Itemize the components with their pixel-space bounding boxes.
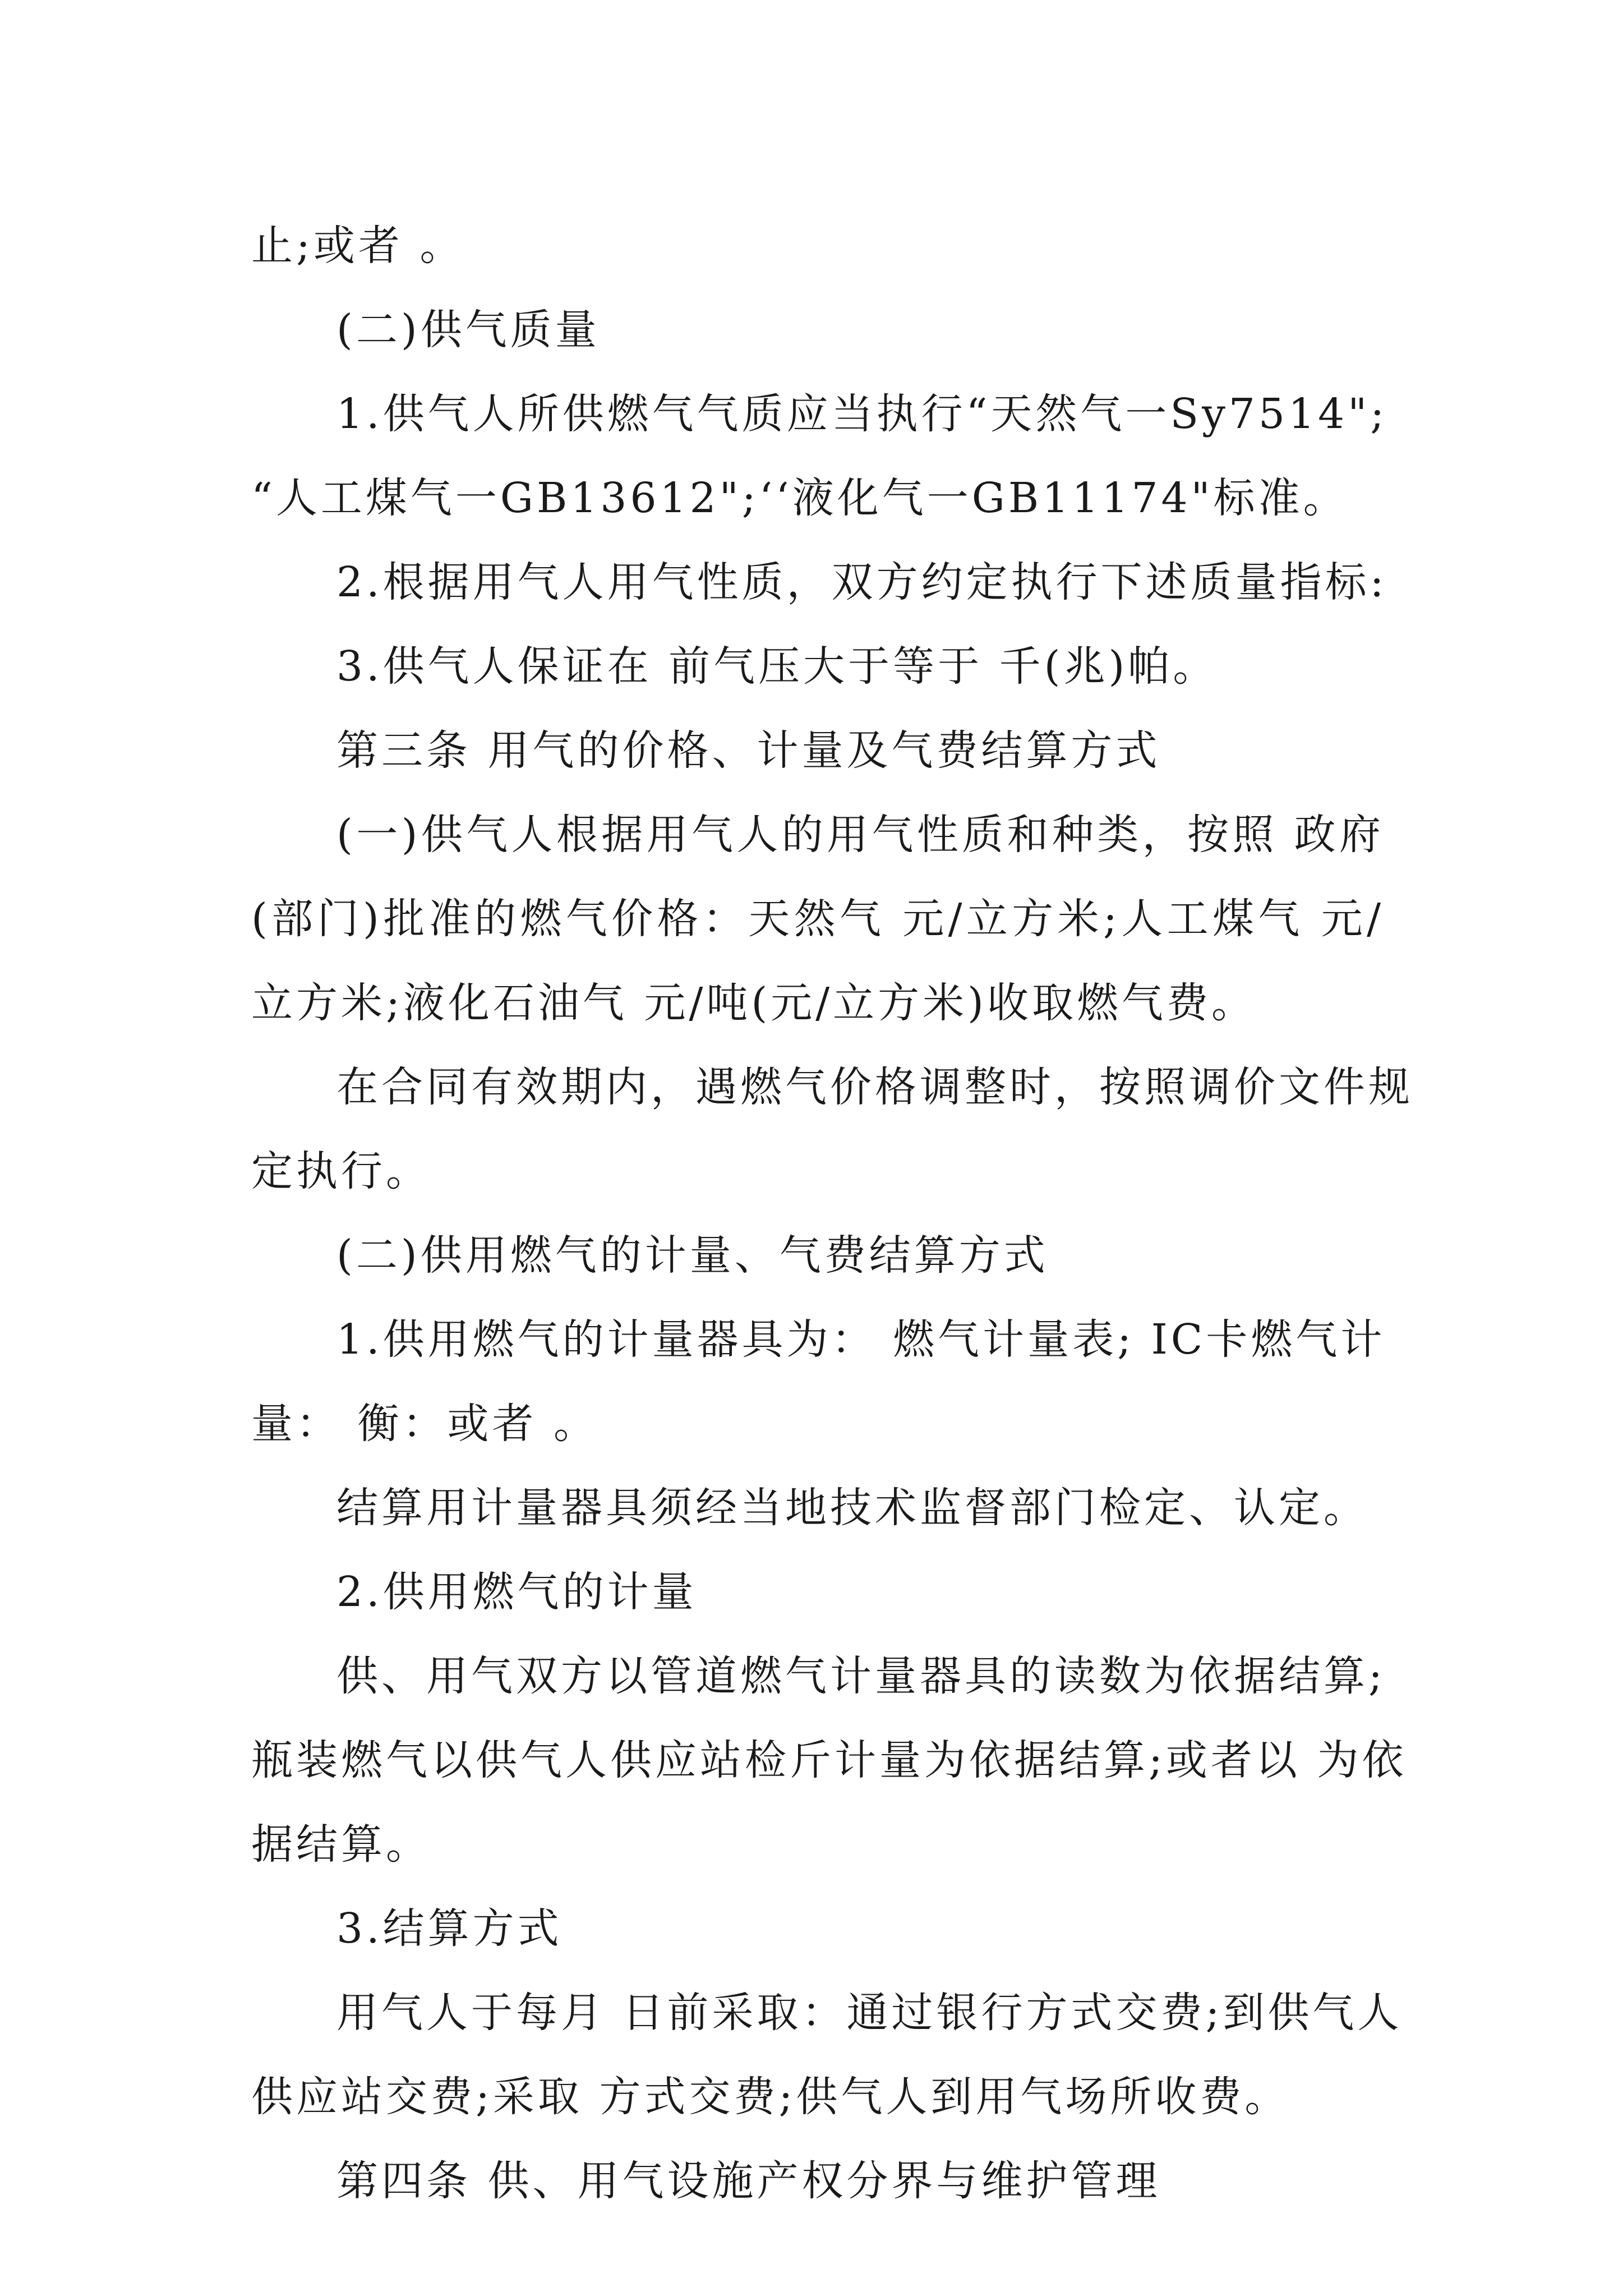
section-heading-gas-quality	[251, 302, 1384, 386]
line-text: (二)供用燃气的计量、气费结算方式	[336, 1231, 1049, 1280]
line-text: 3.供气人保证在 前气压大于等于 千(兆)帕。	[336, 642, 1218, 691]
line-text: “人工煤气一GB13612";‘‘液化气一GB11174"标准。	[251, 474, 1348, 522]
line-text: 1.供用燃气的计量器具为： 燃气计量表; IC卡燃气计	[336, 1315, 1386, 1364]
paragraph-line	[251, 807, 1384, 891]
line-text: (部门)批准的燃气价格：天然气 元/立方米;人工煤气 元/	[251, 895, 1384, 943]
article-heading-3	[251, 723, 1384, 807]
paragraph-line	[251, 1312, 1384, 1396]
line-text: 结算用计量器具须经当地技术监督部门检定、认定。	[336, 1484, 1368, 1532]
subsection-heading	[251, 1901, 1384, 1985]
paragraph-line	[251, 1143, 1384, 1227]
line-text: 用气人于每月 日前采取：通过银行方式交费;到供气人	[336, 1989, 1403, 2037]
paragraph-line	[251, 638, 1384, 723]
line-text: 立方米;液化石油气 元/吨(元/立方米)收取燃气费。	[251, 979, 1257, 1027]
line-text: 第三条 用气的价格、计量及气费结算方式	[336, 726, 1161, 775]
line-text: 供、用气双方以管道燃气计量器具的读数为依据结算;	[336, 1652, 1386, 1700]
line-text: 据结算。	[251, 1820, 431, 1869]
paragraph-line	[251, 554, 1387, 638]
line-text: 供应站交费;采取 方式交费;供气人到用气场所收费。	[251, 2073, 1290, 2121]
paragraph-line	[251, 470, 1384, 554]
line-text: 3.结算方式	[336, 1904, 562, 1953]
paragraph-line	[251, 1396, 1384, 1480]
line-text: 2.根据用气人用气性质，双方约定执行下述质量指标:	[336, 558, 1387, 606]
line-text: 瓶装燃气以供气人供应站检斤计量为依据结算;或者以 为依	[251, 1736, 1407, 1784]
line-text: (二)供气质量	[336, 306, 600, 354]
line-text: (一)供气人根据用气人的用气性质和种类，按照 政府	[336, 811, 1384, 859]
paragraph-line	[251, 1059, 1413, 1143]
paragraph-line	[251, 1732, 1407, 1816]
paragraph-line	[251, 2069, 1384, 2153]
line-text: 定执行。	[251, 1147, 431, 1195]
text-line	[251, 218, 1384, 302]
paragraph-line	[251, 1816, 1384, 1901]
paragraph-line	[251, 891, 1384, 975]
paragraph-line	[251, 975, 1384, 1059]
paragraph-line	[251, 1648, 1384, 1732]
article-heading-4	[251, 2153, 1384, 2237]
line-text: 止;或者 。	[251, 222, 465, 270]
paragraph-line	[251, 386, 1388, 470]
line-text: 量： 衡：或者 。	[251, 1400, 599, 1448]
paragraph-line	[251, 1985, 1403, 2069]
line-text: 1.供气人所供燃气气质应当执行“天然气一Sy7514";	[336, 390, 1388, 438]
document-body	[251, 218, 1413, 2237]
paragraph-line	[251, 1480, 1384, 1564]
subsection-heading	[251, 1564, 1384, 1648]
line-text: 第四条 供、用气设施产权分界与维护管理	[336, 2157, 1161, 2205]
line-text: 2.供用燃气的计量	[336, 1568, 697, 1616]
section-heading-metering	[251, 1227, 1384, 1312]
line-text: 在合同有效期内，遇燃气价格调整时，按照调价文件规	[336, 1063, 1413, 1111]
